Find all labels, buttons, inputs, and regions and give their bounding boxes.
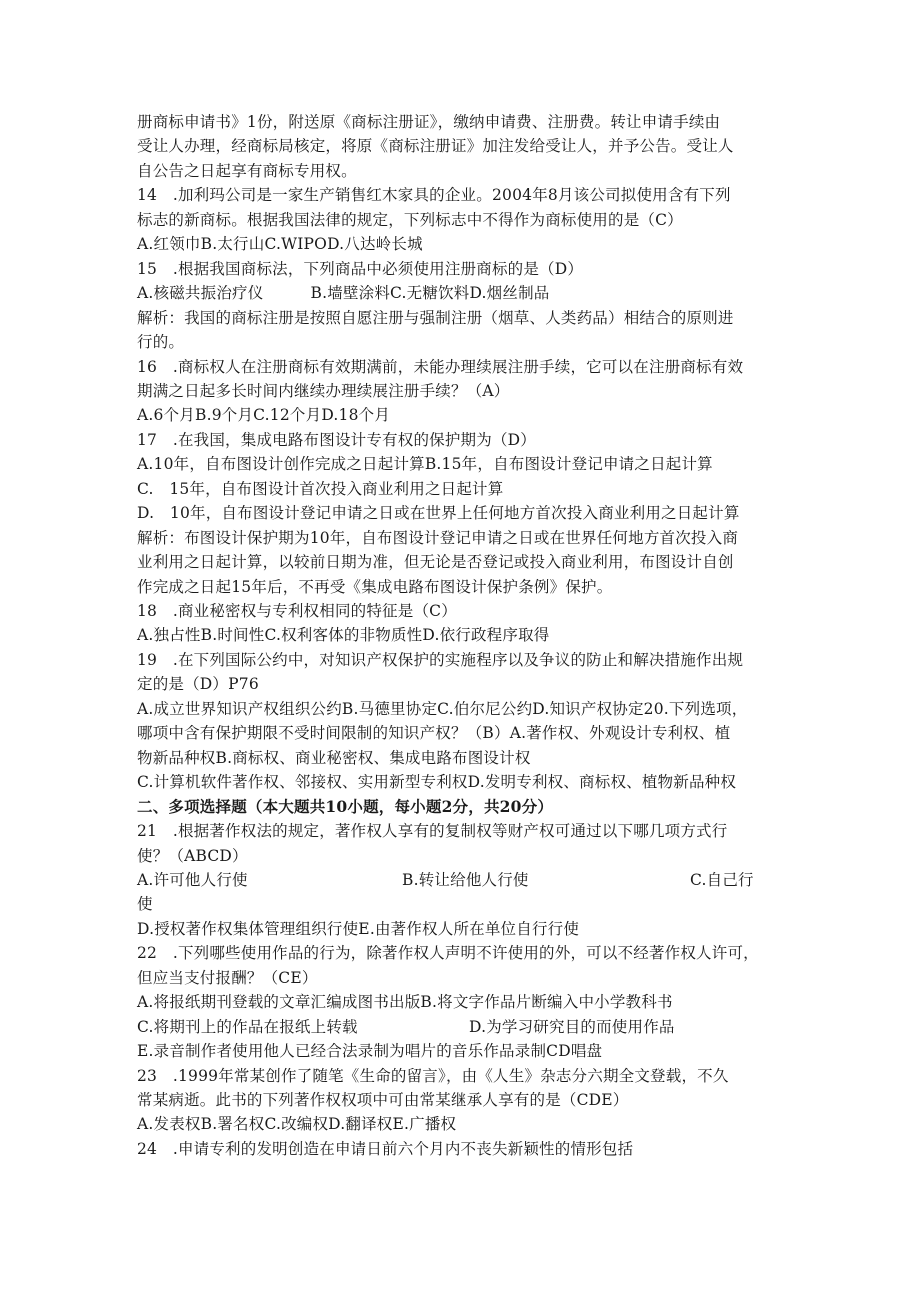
text-line: 22 .下列哪些使用作品的行为，除著作权人声明不许使用的外，可以不经著作权人许可， (137, 944, 759, 963)
text-line: 21 .根据著作权法的规定，著作权人享有的复制权等财产权可通过以下哪几项方式行 (137, 822, 728, 841)
text-line: 标志的新商标。根据我国法律的规定，下列标志中不得作为商标使用的是（C） (137, 210, 683, 229)
text-line: 使 (137, 895, 153, 914)
text-line: 行的。 (137, 333, 185, 352)
text-line: 使？（ABCD） (137, 846, 248, 865)
option-c: C.将期刊上的作品在报纸上转载 (137, 1017, 358, 1036)
text-line: A.独占性B.时间性C.权利客体的非物质性D.依行政程序取得 (137, 626, 550, 645)
text-line: 物新品种权B.商标权、商业秘密权、集成电路布图设计权 (137, 748, 531, 767)
text-line: A.6个月B.9个月C.12个月D.18个月 (137, 406, 391, 425)
text-line: D.授权著作权集体管理组织行使E.由著作权人所在单位自行行使 (137, 919, 580, 938)
text-line: A.核磁共振治疗仪 B.墙壁涂料C.无糖饮料D.烟丝制品 (137, 284, 550, 303)
text-line: E.录音制作者使用他人已经合法录制为唱片的音乐作品录制CD唱盘 (137, 1042, 603, 1061)
text-line: 定的是（D）P76 (137, 675, 259, 694)
text-line: D. 10年，自布图设计登记申请之日或在世界上任何地方首次投入商业利用之日起计算 (137, 504, 740, 523)
text-line: A.发表权B.署名权C.改编权D.翻译权E.广播权 (137, 1115, 457, 1134)
text-line: 解析：我国的商标注册是按照自愿注册与强制注册（烟草、人类药品）相结合的原则进 (137, 308, 734, 327)
text-line: 18 .商业秘密权与专利权相同的特征是（C） (137, 602, 457, 620)
text-line: 哪项中含有保护期限不受时间限制的知识产权？（B）A.著作权、外观设计专利权、植 (137, 724, 731, 743)
option-b: B.转让给他人行使 (402, 870, 529, 889)
text-line: 自公告之日起享有商标专用权。 (137, 161, 357, 180)
text-line: C.计算机软件著作权、邻接权、实用新型专利权D.发明专利权、商标权、植物新品种权 (137, 773, 737, 792)
text-line: C. 15年，自布图设计首次投入商业利用之日起计算 (137, 479, 504, 498)
text-line: A.红领巾B.太行山C.WIPOD.八达岭长城 (137, 235, 423, 254)
text-line: 17 .在我国，集成电路布图设计专有权的保护期为（D） (137, 430, 536, 449)
text-line: 19 .在下列国际公约中，对知识产权保护的实施程序以及争议的防止和解决措施作出规 (137, 650, 744, 669)
text-line: 受让人办理，经商标局核定，将原《商标注册证》加注发给受让人，并予公告。受让人 (137, 137, 734, 156)
text-line: 23 .1999年常某创作了随笔《生命的留言》，由《人生》杂志分六期全文登载，不久 (137, 1066, 729, 1085)
text-line: 册商标申请书》1份，附送原《商标注册证》，缴纳申请费、注册费。转让申请手续由 (137, 113, 721, 131)
text-line: 但应当支付报酬？（CE） (137, 968, 318, 987)
text-line: A.将报纸期刊登载的文章汇编成图书出版B.将文字作品片断编入中小学教科书 (137, 993, 673, 1012)
section-heading: 二、多项选择题（本大题共10小题，每小题2分，共20分） (137, 796, 554, 816)
option-a: A.许可他人行使 (137, 870, 248, 889)
text-line: 期满之日起多长时间内继续办理续展注册手续？（A） (137, 381, 510, 400)
text-line: 常某病逝。此书的下列著作权权项中可由常某继承人享有的是（CDE） (137, 1091, 629, 1109)
text-line: A.10年，自布图设计创作完成之日起计算B.15年，自布图设计登记申请之日起计算 (137, 455, 713, 474)
text-line: 解析：布图设计保护期为10年，自布图设计登记申请之日或在世界任何地方首次投入商 (137, 528, 739, 547)
text-line: 作完成之日起15年后，不再受《集成电路布图设计保护条例》保护。 (137, 577, 613, 596)
text-line: 业利用之日起计算，以较前日期为准，但无论是否登记或投入商业利用，布图设计自创 (137, 553, 734, 572)
text-line: 15 .根据我国商标法，下列商品中必须使用注册商标的是（D） (137, 259, 584, 278)
text-line: 24 .申请专利的发明创造在申请日前六个月内不丧失新颖性的情形包括 (137, 1139, 634, 1158)
option-c: C.自己行 (690, 870, 754, 889)
text-line: 16 .商标权人在注册商标有效期满前，未能办理续展注册手续，它可以在注册商标有效 (137, 357, 744, 376)
text-line: 14 .加利玛公司是一家生产销售红木家具的企业。2004年8月该公司拟使用含有下列 (137, 186, 731, 205)
text-line: A.成立世界知识产权组织公约B.马德里协定C.伯尔尼公约D.知识产权协定20.下列选项， (137, 699, 748, 718)
option-d: D.为学习研究目的而使用作品 (469, 1017, 675, 1036)
